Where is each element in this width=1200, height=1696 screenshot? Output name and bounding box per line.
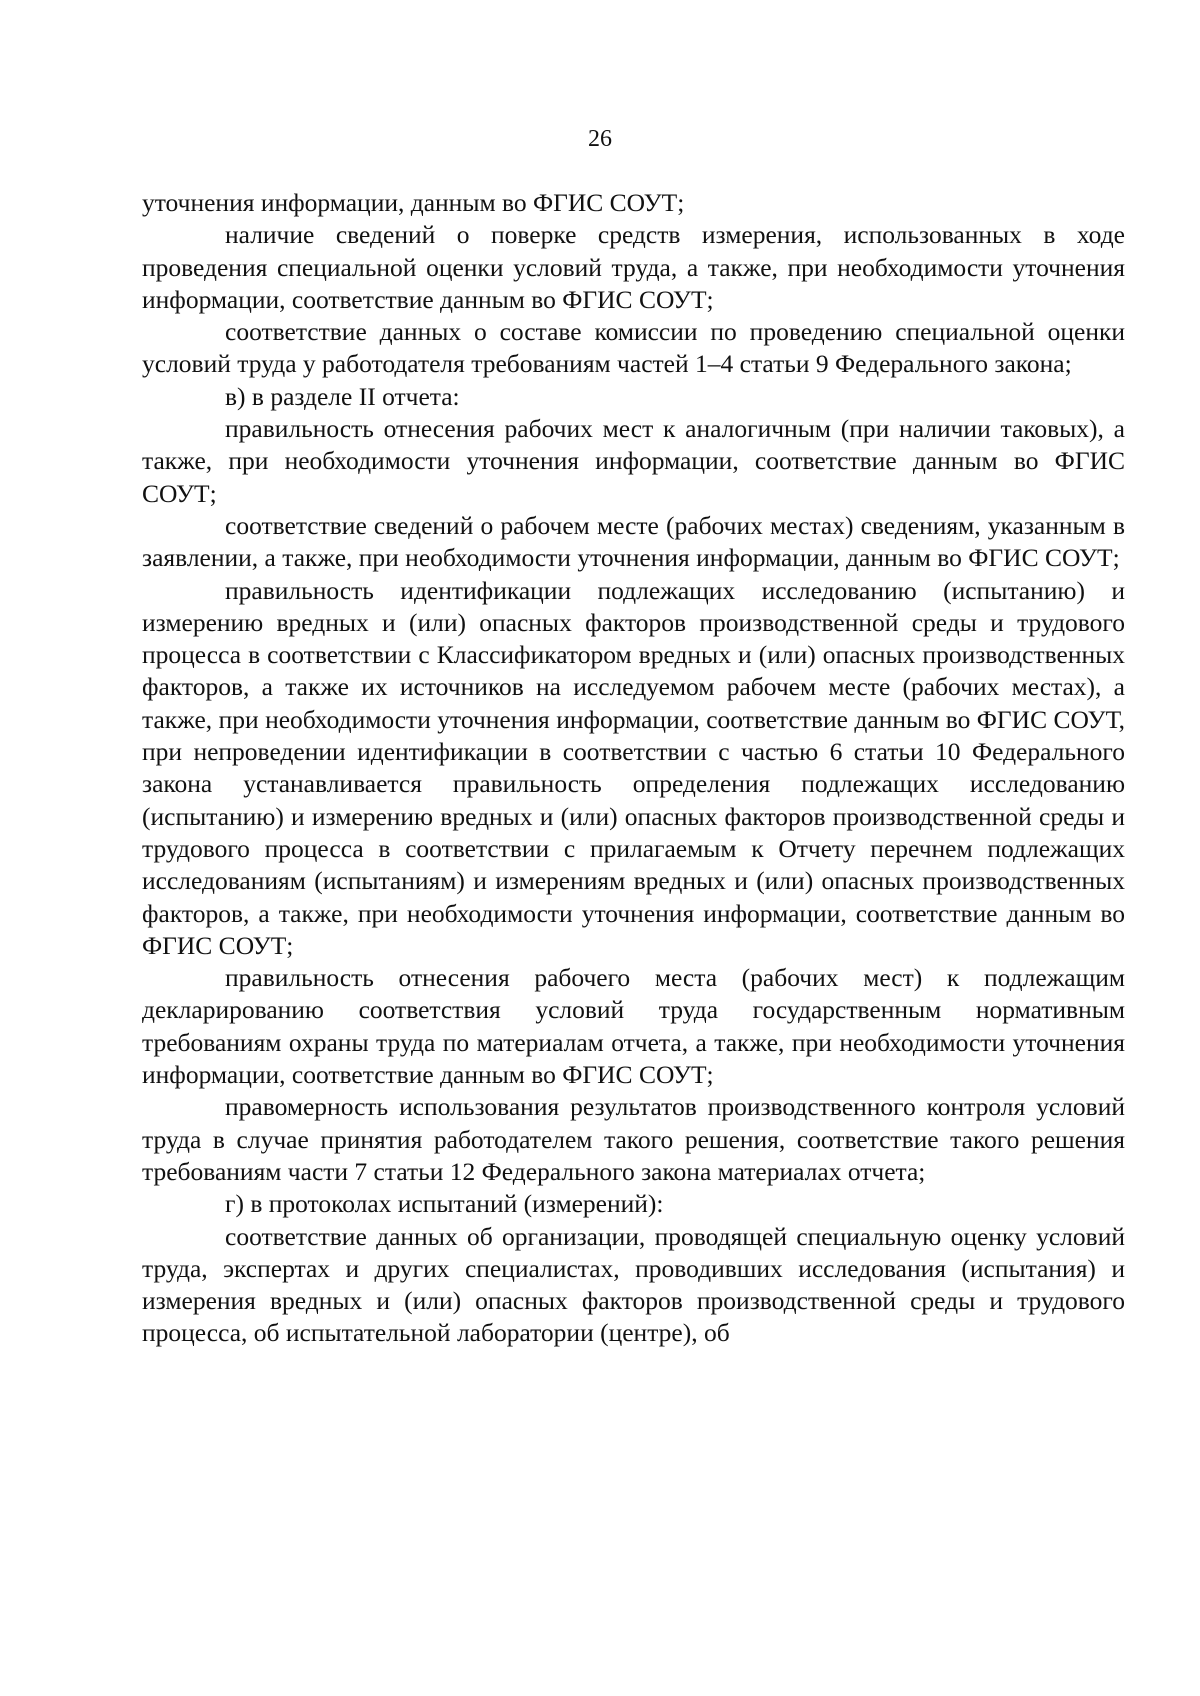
paragraph: правомерность использования результатов производственного контроля условий труда в случае принятия работодателем такого решения, соответствие такого решения требованиям части 7 статьи 12 Федерального закона материалах отчета;: [142, 1092, 1125, 1186]
paragraph: соответствие данных об организации, проводящей специальную оценку условий труда, экспертах и других специалистах, проводивших исследования (испытания) и измерения вредных и (или) опасных факторов производственной среды и трудового процесса, об испытательной лаборатории (центре), об: [142, 1221, 1125, 1348]
paragraph: соответствие сведений о рабочем месте (рабочих местах) сведениям, указанным в заявлении, а также, при необходимости уточнения информации, данным во ФГИС СОУТ;: [142, 510, 1125, 573]
paragraph: наличие сведений о поверке средств измерения, использованных в ходе проведения специальной оценки условий труда, а также, при необходимости уточнения информации, соответствие данным во ФГИС СОУТ;: [142, 220, 1125, 314]
paragraph: правильность идентификации подлежащих исследованию (испытанию) и измерению вредных и (или) опасных факторов производственной среды и трудового процесса в соответствии с Классификатором вредных и (или) опасных производственных факторов, а также их источников на исследуемом рабочем месте (рабочих местах), а также, при необходимости уточнения информации, соответствие данным во ФГИС СОУТ, при непроведении идентификации в соответствии с частью 6 статьи 10 Федерального закона устанавливается правильность определения подлежащих исследованию (испытанию) и измерению вредных и (или) опасных факторов производственной среды и трудового процесса в соответствии с прилагаемым к Отчету перечнем подлежащих исследованиям (испытаниям) и измерениям вредных и (или) опасных производственных факторов, а также, при необходимости уточнения информации, соответствие данным во ФГИС СОУТ;: [142, 575, 1125, 960]
paragraph: соответствие данных о составе комиссии по проведению специальной оценки условий труда у работодателя требованиям частей 1–4 статьи 9 Федерального закона;: [142, 317, 1125, 379]
document-body: [142, 187, 1125, 1350]
section-heading: в) в разделе II отчета:: [225, 381, 460, 411]
paragraph: правильность отнесения рабочего места (рабочих мест) к подлежащим декларированию соответствия условий труда государственным нормативным требованиям охраны труда по материалам отчета, а также, при необходимости уточнения информации, соответствие данным во ФГИС СОУТ;: [142, 963, 1125, 1090]
paragraph: уточнения информации, данным во ФГИС СОУТ;: [142, 188, 685, 217]
section-heading: г) в протоколах испытаний (измерений):: [225, 1189, 664, 1219]
page-number: 26: [588, 126, 612, 152]
paragraph: правильность отнесения рабочих мест к аналогичным (при наличии таковых), а также, при необходимости уточнения информации, соответствие данным во ФГИС СОУТ;: [142, 414, 1125, 508]
